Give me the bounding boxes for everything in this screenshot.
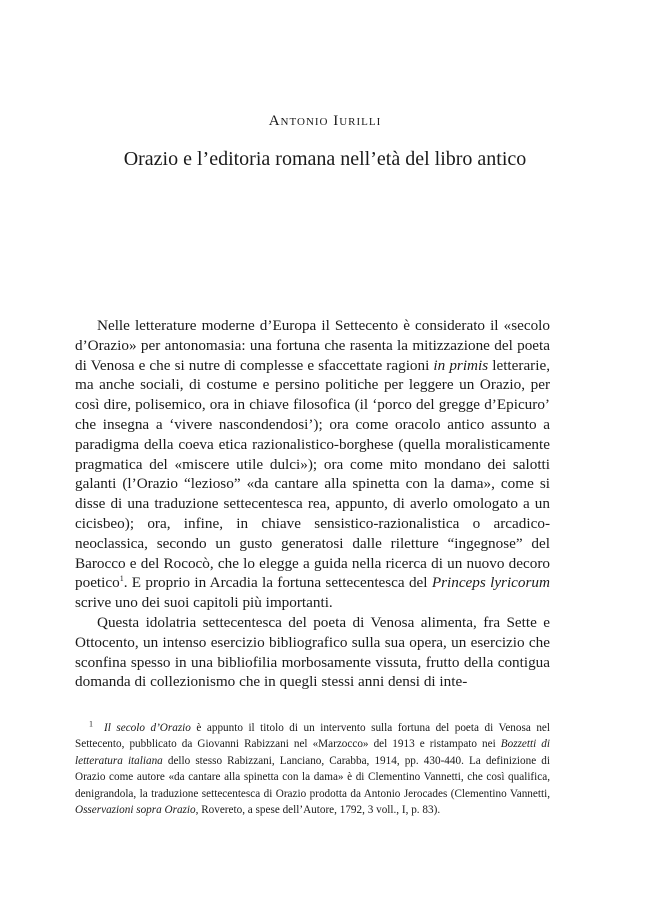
footnote-1 bbox=[75, 720, 550, 818]
italic-text: Princeps lyricorum bbox=[431, 574, 550, 592]
footnote-number: 1 bbox=[89, 719, 93, 729]
footnote-area bbox=[75, 720, 550, 818]
text-span: , Rovereto, a spese dell’Autore, 1792, 3 voll., I, p. 83). bbox=[195, 804, 441, 817]
author-name: Antonio Iurilli bbox=[268, 113, 382, 129]
chapter-title: Orazio e l’editoria romana nell’età del libro antico bbox=[123, 148, 527, 170]
text-span: scrive uno dei suoi capitoli più importanti. bbox=[75, 594, 333, 612]
italic-text: Osservazioni sopra Orazio bbox=[75, 804, 196, 817]
text-span: è appunto il titolo di un intervento sulla fortuna del poeta di Venosa nel Settecento, pubblicato da Giovanni Rabizzani nel «Marzocco» del 1913 e ristampato nei bbox=[75, 722, 550, 751]
text-span: Nelle letterature moderne d’Europa il Settecento è considerato il «secolo d’Orazio» per antonomasia: una fortuna che rasenta la mitizzazione del poeta di Venosa e che si nutre di complesse e sfaccettate ragioni bbox=[75, 317, 550, 374]
text-span: letterarie, ma anche sociali, di costume e persino politiche per leggere un Orazio, per così dire, polisemico, ora in chiave filosofica (il ‘porco del gregge d’Epicuro’ che insegna a ‘vivere nascondendosi’); ora come oracolo antico assunto a paradigma della coeva etica razionalistico-borghese (quella moralisticamente pragmatica del «miscere utile dulci»); ora come mito mondano dei salotti galanti (l’Orazio “lezioso” «da cantare alla spinetta con la dama», come si disse di una traduzione settecentesca rea, appunto, di averlo omologato a un cicisbeo); ora, infine, in chiave sensistico-razionalistica o arcadico-neoclassica, secondo un gusto generatosi dalle riletture “ingegnose” del Barocco e del Rococò, che lo elegge a guida nella ricerca di un nuovo decoro poetico bbox=[75, 356, 550, 592]
footnote-ref: 1 bbox=[119, 574, 124, 584]
italic-text: Bozzetti di letteratura italiana bbox=[75, 738, 550, 767]
paragraph-2: Questa idolatria settecentesca del poeta di Venosa alimenta, fra Sette e Ottocento, un intenso esercizio bibliografico sulla sua opera, un esercizio che sconfina spesso in una bibliofilia morbosamente vissuta, frutto della contigua domanda di collezionismo che in quegli stessi anni densi di inte- bbox=[75, 613, 550, 691]
text-span: . E proprio in Arcadia la fortuna settecentesca del bbox=[123, 574, 432, 592]
italic-text: in primis bbox=[433, 356, 489, 374]
italic-text: Il secolo d’Orazio bbox=[104, 722, 191, 734]
body-text bbox=[75, 316, 550, 692]
paragraph-1 bbox=[75, 316, 550, 613]
text-span: dello stesso Rabizzani, Lanciano, Carabba, 1914, pp. 430-440. La definizione di Orazio come autore «da cantare alla spinetta con la dama» è di Clementino Vannetti, che così qualifica, denigrandola, la traduzione settecentesca di Orazio prodotta da Antonio Jerocades (Clementino Vannetti, bbox=[75, 754, 550, 800]
